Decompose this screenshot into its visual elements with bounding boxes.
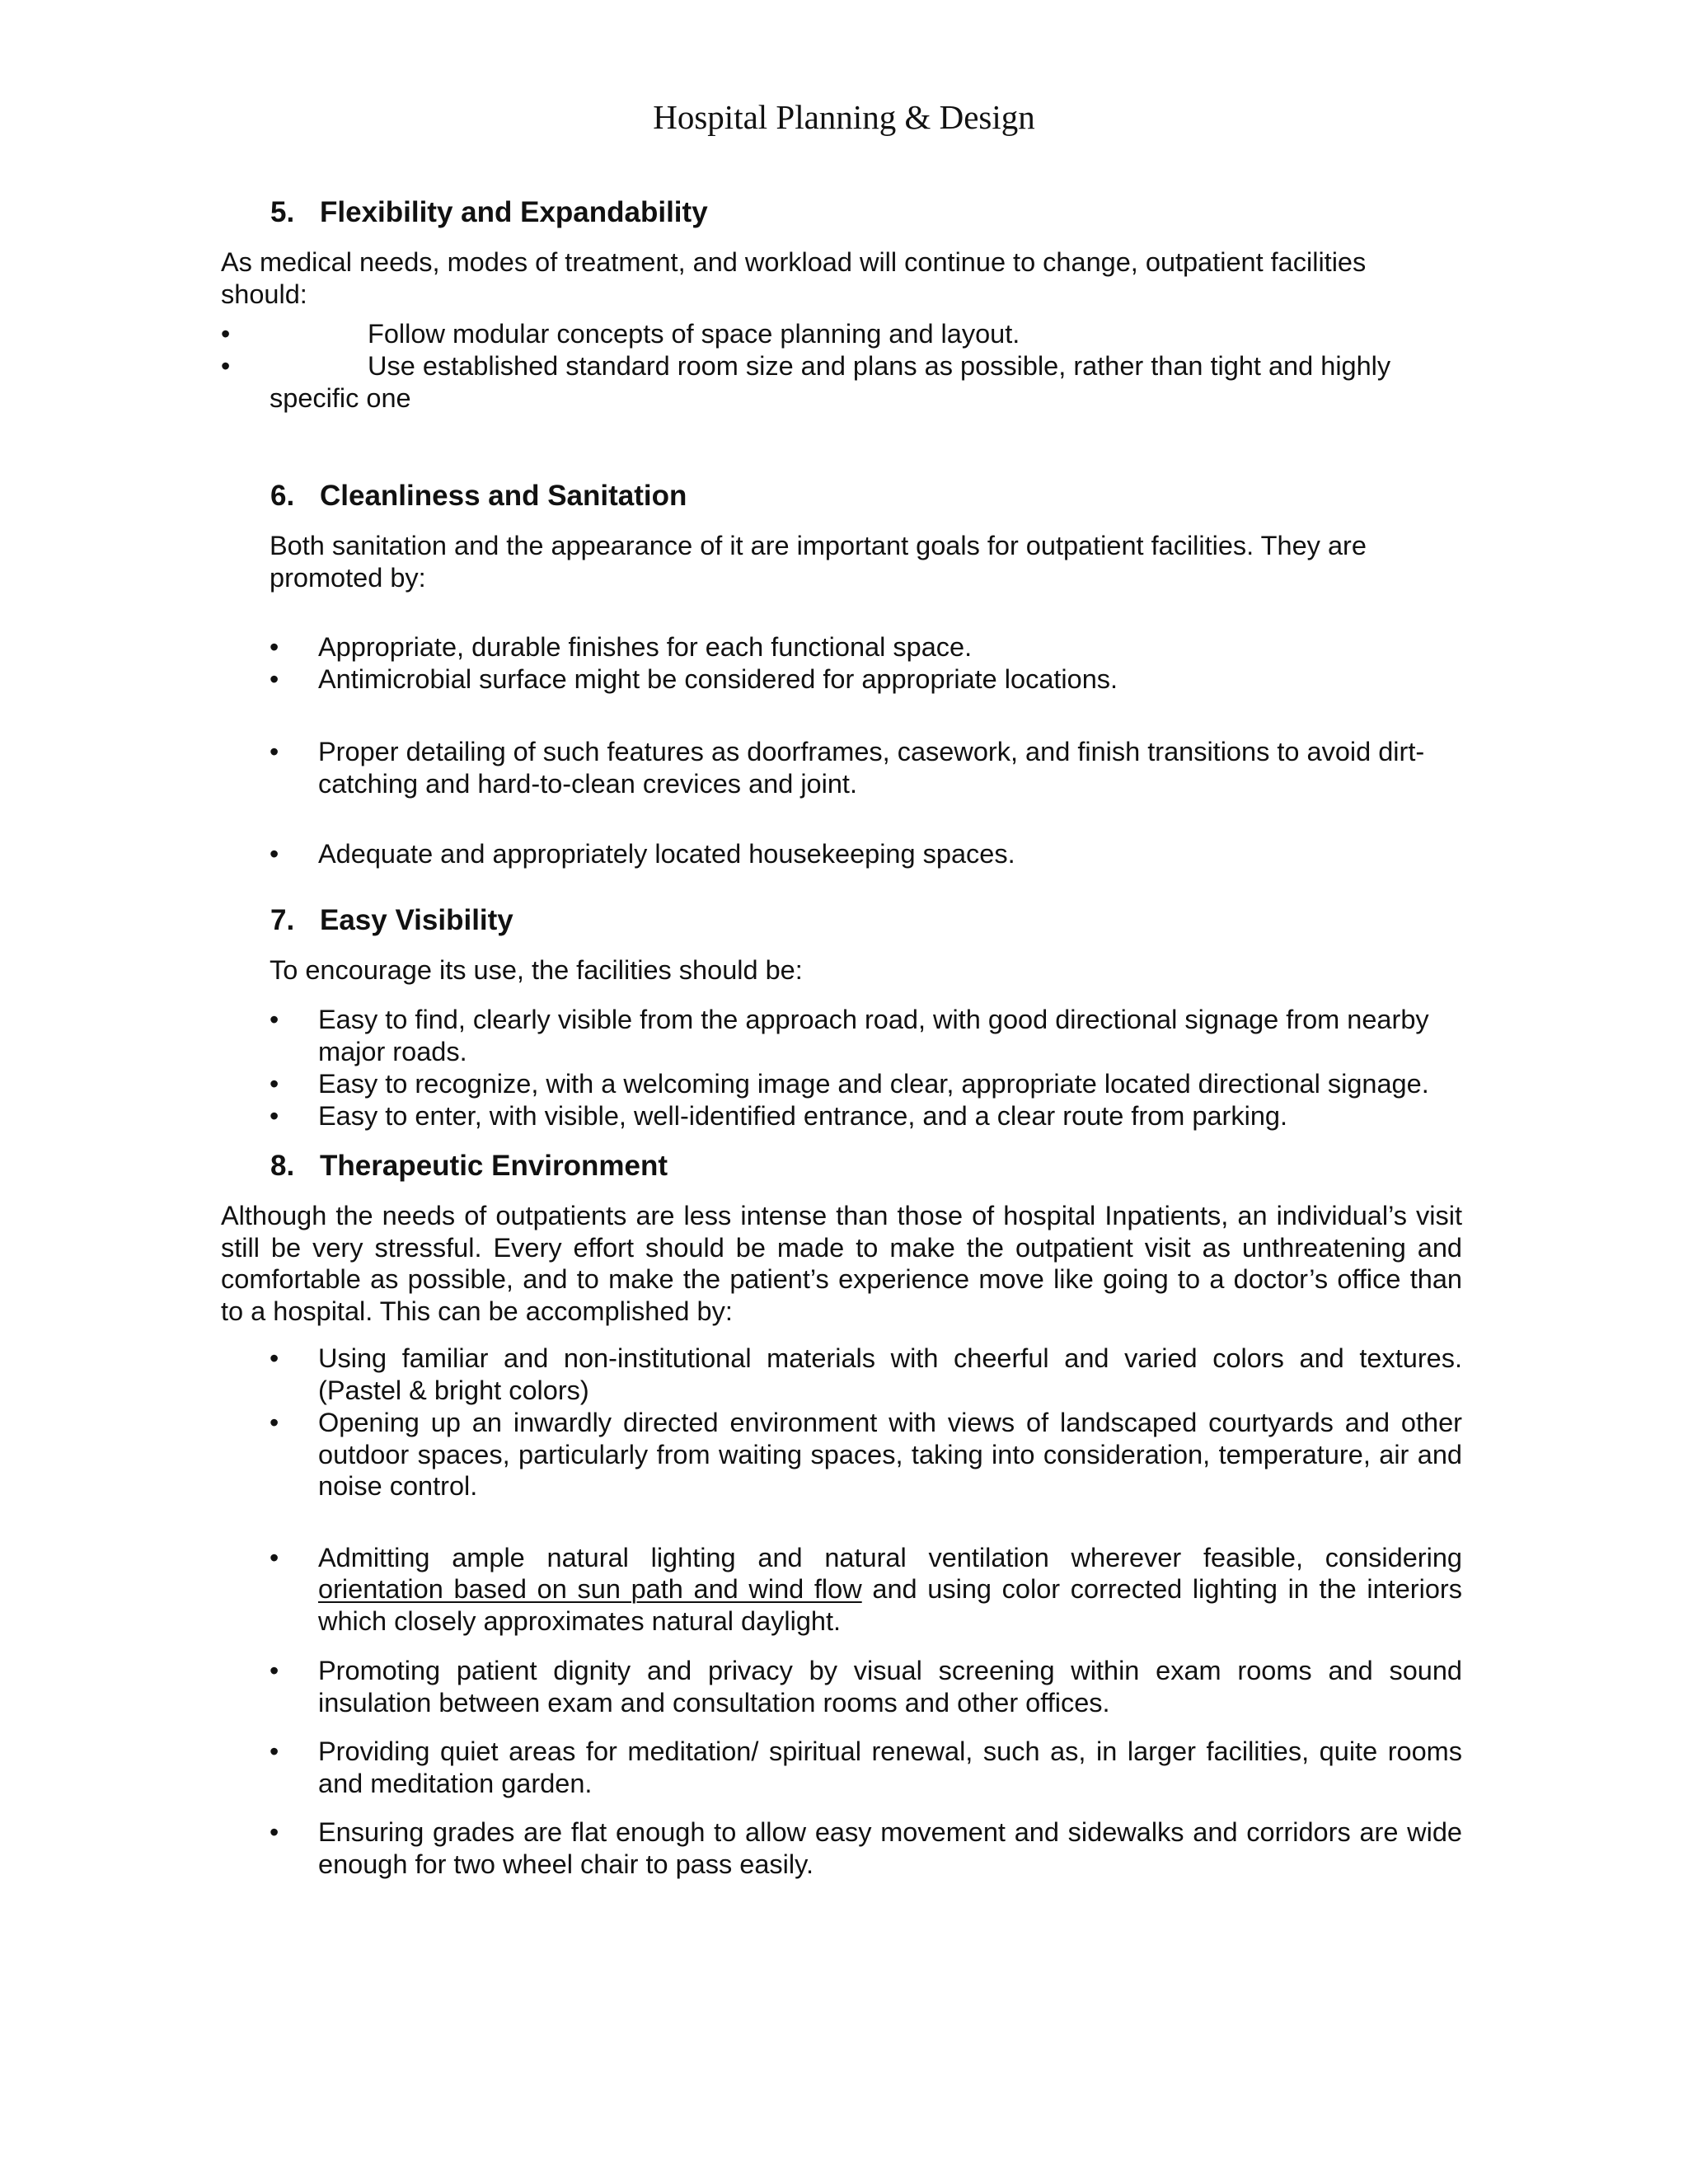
section-number: 8.: [270, 1150, 295, 1182]
section-heading-6: [270, 480, 687, 513]
bullet-point: •: [221, 319, 231, 349]
bullet-point: •: [270, 1408, 279, 1437]
section-title: Therapeutic Environment: [320, 1150, 668, 1182]
list-item: [270, 1343, 1462, 1406]
section-6-intro: Both sanitation and the appearance of it are important goals for outpatient facilities. They are promoted by:: [270, 531, 1367, 593]
bullet-point: •: [270, 1343, 279, 1373]
list-item: [270, 1655, 1462, 1718]
list-item-text: Proper detailing of such features as doorframes, casework, and finish transitions to avoid dirt-catching and hard-to-clean crevices and joint.: [318, 737, 1425, 799]
list-item-text: Adequate and appropriately located housekeeping spaces.: [318, 839, 1015, 869]
section-8-intro: Although the needs of outpatients are less intense than those of hospital Inpatients, an individual’s visit still be very stressful. Every effort should be made to make the outpatient visit as unthreatening and comfortable as possible, and to make the patient’s experience move like going to a doctor’s office than to a hospital. This can be accomplished by:: [221, 1201, 1462, 1326]
list-item-text: Follow modular concepts of space planning and layout.: [368, 319, 1020, 349]
bullet-point: •: [270, 737, 279, 766]
section-7-intro: To encourage its use, the facilities should be:: [270, 955, 803, 985]
bullet-point: •: [270, 1069, 279, 1099]
section-number: 7.: [270, 904, 295, 936]
section-heading-5: [270, 196, 708, 229]
section-title: Easy Visibility: [320, 904, 513, 936]
section-heading-7: [270, 904, 513, 937]
list-item: [270, 736, 1444, 799]
list-item-text: Use established standard room size and plans as possible, rather than tight and highly: [368, 351, 1391, 381]
list-item: [270, 1100, 1473, 1132]
section-heading-8: [270, 1150, 668, 1183]
bullet-point: •: [270, 1005, 279, 1034]
list-item-text: Appropriate, durable finishes for each functional space.: [318, 632, 973, 662]
list-item-continuation: [270, 1573, 1462, 1637]
list-item: [270, 1004, 1465, 1067]
page-header: Hospital Planning & Design: [653, 98, 1035, 136]
section-title: Cleanliness and Sanitation: [320, 480, 687, 512]
list-item: [270, 1068, 1473, 1100]
bullet-point: •: [270, 1101, 279, 1131]
bullet-point: •: [270, 1656, 279, 1685]
section-number: 5.: [270, 196, 295, 228]
list-item-text: Antimicrobial surface might be considered for appropriate locations.: [318, 664, 1118, 694]
bullet-point: •: [270, 1736, 279, 1766]
list-item: [221, 318, 1441, 350]
list-item-text: and using color corrected lighting in the interiors which closely approximates natural daylight.: [318, 1574, 1462, 1636]
list-item-text: Using familiar and non-institutional materials with cheerful and varied colors and textures. (Pastel & bright colors): [318, 1343, 1462, 1405]
list-item: [270, 1736, 1462, 1799]
list-item: [270, 663, 1465, 696]
list-item: [270, 1816, 1462, 1880]
list-item-text: Providing quiet areas for meditation/ spiritual renewal, such as, in larger facilities, quite rooms and meditation garden.: [318, 1736, 1462, 1798]
list-item: [270, 1407, 1462, 1502]
bullet-point: •: [270, 1817, 279, 1847]
bullet-point: •: [270, 632, 279, 662]
bullet-point: •: [270, 839, 279, 869]
bullet-point: •: [270, 664, 279, 694]
section-5-intro: As medical needs, modes of treatment, and workload will continue to change, outpatient facilities should:: [221, 247, 1367, 309]
list-item-text: Admitting ample natural lighting and natural ventilation wherever feasible, considering: [318, 1543, 1462, 1572]
list-item-text: Opening up an inwardly directed environment with views of landscaped courtyards and other outdoor spaces, particularly from waiting spaces, taking into consideration, temperature, air and noise control.: [318, 1408, 1462, 1502]
list-item: [221, 350, 1441, 382]
list-item: [270, 631, 1465, 663]
list-item-text: Easy to enter, with visible, well-identified entrance, and a clear route from parking.: [318, 1101, 1288, 1131]
bullet-point: •: [221, 351, 231, 381]
section-number: 6.: [270, 480, 295, 512]
list-item-text: Ensuring grades are flat enough to allow easy movement and sidewalks and corridors are wide enough for two wheel chair to pass easily.: [318, 1817, 1462, 1879]
list-item-text: Easy to find, clearly visible from the approach road, with good directional signage from nearby major roads.: [318, 1005, 1429, 1066]
list-item: [270, 1542, 1462, 1574]
list-item: [270, 838, 1465, 870]
underlined-phrase: orientation based on sun path and wind flow: [318, 1574, 862, 1604]
list-item-continuation: specific one: [270, 383, 411, 413]
section-title: Flexibility and Expandability: [320, 196, 708, 228]
bullet-point: •: [270, 1543, 279, 1572]
list-item-text: Easy to recognize, with a welcoming image and clear, appropriate located directional signage.: [318, 1069, 1429, 1099]
list-item-text: Promoting patient dignity and privacy by visual screening within exam rooms and sound insulation between exam and consultation rooms and other offices.: [318, 1656, 1462, 1718]
